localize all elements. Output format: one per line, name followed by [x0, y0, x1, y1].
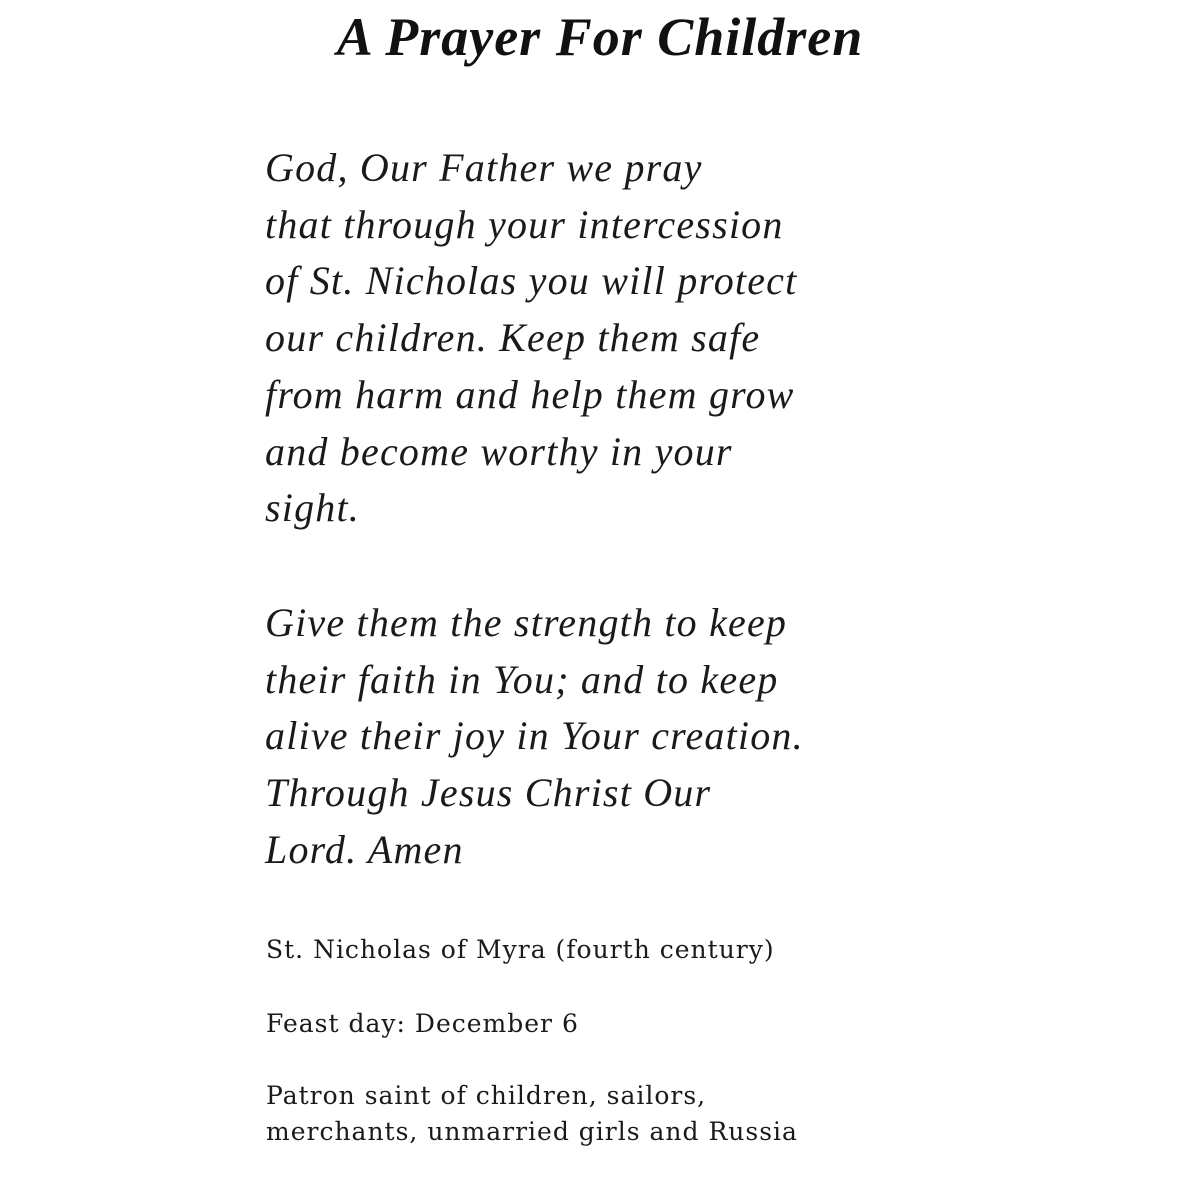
prayer-stanza-1: [265, 140, 797, 537]
prayer-line: Lord. Amen: [265, 826, 464, 872]
saint-name: St. Nicholas of Myra (fourth century): [266, 935, 775, 964]
patronage-line: merchants, unmarried girls and Russia: [266, 1117, 798, 1146]
prayer-line: their faith in You; and to keep: [265, 656, 779, 702]
feast-day: Feast day: December 6: [266, 1009, 579, 1038]
prayer-line: and become worthy in your: [265, 428, 733, 474]
prayer-line: Give them the strength to keep: [265, 600, 788, 645]
prayer-line: our children. Keep them safe: [265, 315, 761, 361]
prayer-line: from harm and help them grow: [265, 371, 795, 417]
patronage-line: Patron saint of children, sailors,: [266, 1081, 707, 1110]
prayer-line: sight.: [265, 485, 360, 531]
prayer-title: A Prayer For Children: [336, 7, 864, 67]
prayer-line: alive their joy in Your creation.: [265, 713, 804, 759]
prayer-line: God, Our Father we pray: [265, 145, 703, 190]
prayer-line: of St. Nicholas you will protect: [265, 258, 798, 304]
prayer-line: that through your intercession: [265, 201, 784, 247]
prayer-stanza-2: [265, 595, 804, 879]
prayer-line: Through Jesus Christ Our: [265, 770, 712, 816]
patronage: [266, 1078, 798, 1150]
